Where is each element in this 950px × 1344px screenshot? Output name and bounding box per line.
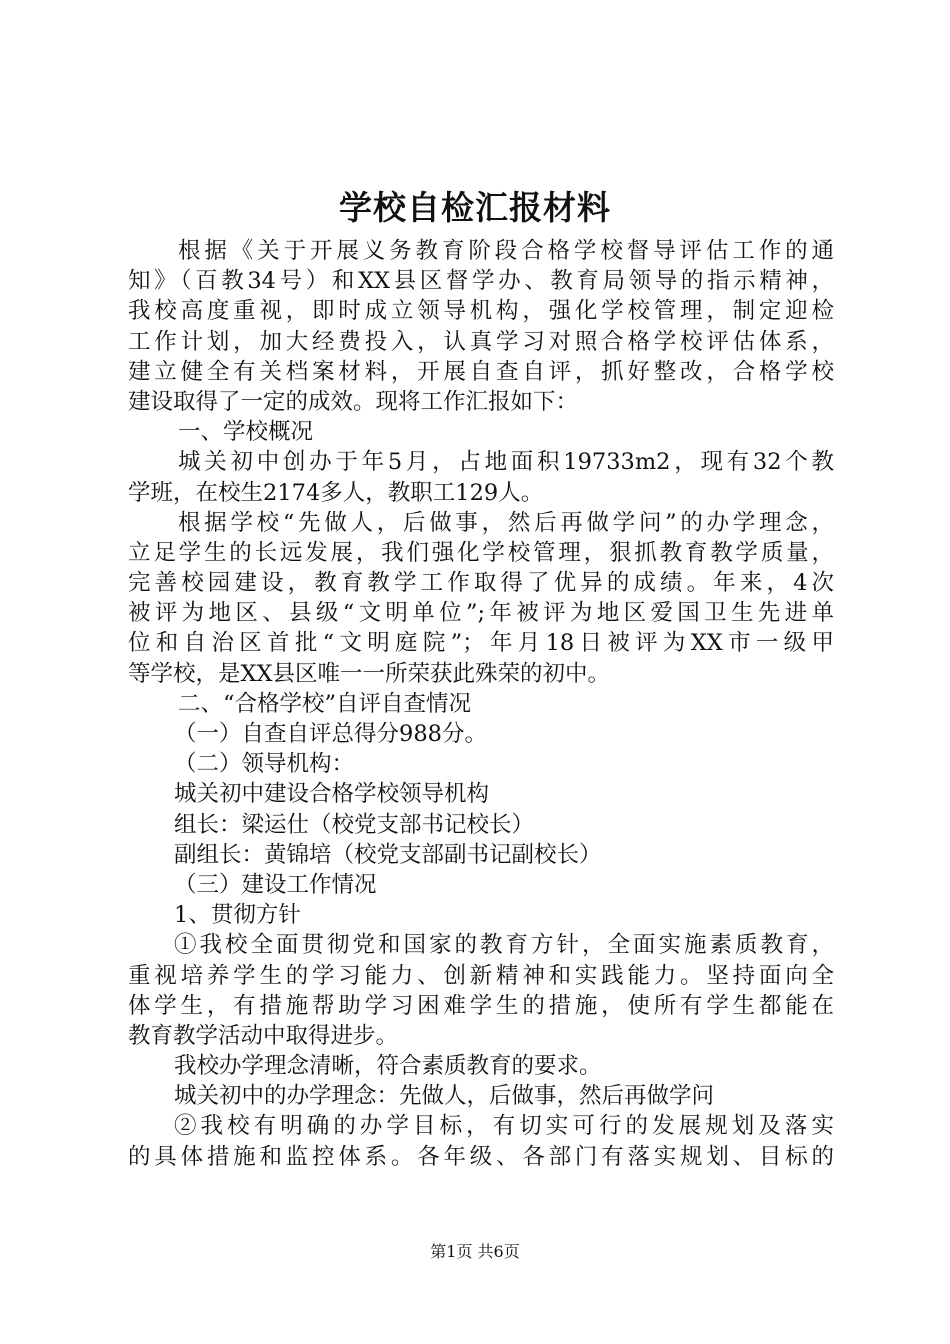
text-line: ①我校全面贯彻党和国家的教育方针，全面实施素质教育， [174,932,834,959]
text-line: 等学校，是XX县区唯一一所荣获此殊荣的初中。 [128,660,611,687]
text-line: 城关初中的办学理念：先做人，后做事，然后再做学问 [174,1083,715,1110]
text-line: 位和自治区首批“文明庭院”；年月18日被评为XX市一级甲 [128,630,834,657]
subsection-heading: （二）领导机构： [174,751,355,778]
section-heading: 一、学校概况 [178,419,314,446]
text-line: 我校高度重视，即时成立领导机构，强化学校管理，制定迎检 [128,298,834,325]
section-heading: 二、“合格学校”自评自查情况 [178,690,472,717]
text-line: 学班，在校生2174多人，教职工129人。 [128,479,544,506]
text-line: ②我校有明确的办学目标，有切实可行的发展规划及落实 [174,1113,834,1140]
text-line: 重视培养学生的学习能力、创新精神和实践能力。坚持面向全 [128,962,834,989]
text-line: 被评为地区、县级“文明单位”;年被评为地区爱国卫生先进单 [128,600,834,627]
text-line: 根据《关于开展义务教育阶段合格学校督导评估工作的通 [178,238,834,264]
text-line: 建设取得了一定的成效。现将工作汇报如下： [128,388,579,415]
text-line: 组长：梁运仕（校党支部书记校长） [174,811,535,838]
document-body [128,236,834,1172]
subsection-heading: （一）自查自评总得分988分。 [174,721,487,747]
page-footer: 第1页 共6页 [430,1242,520,1261]
document-title: 学校自检汇报材料 [339,188,611,227]
text-line: 根据学校“先做人，后做事，然后再做学问”的办学理念， [178,509,834,536]
text-line: 知》（百教34号）和XX县区督学办、教育局领导的指示精神， [128,268,834,295]
text-line: 体学生，有措施帮助学习困难学生的措施，使所有学生都能在 [128,992,834,1019]
text-line: 立足学生的长远发展，我们强化学校管理，狠抓教育教学质量， [128,539,834,566]
text-line: 的具体措施和监控体系。各年级、各部门有落实规划、目标的 [128,1143,834,1170]
text-line: 城关初中建设合格学校领导机构 [174,781,490,808]
text-line: 建立健全有关档案材料，开展自查自评，抓好整改，合格学校 [128,358,834,385]
text-line: 完善校园建设，教育教学工作取得了优异的成绩。年来，4次 [128,570,834,597]
text-line: 城关初中创办于年5月，占地面积19733m2，现有32个教 [178,449,834,476]
text-line: 副组长：黄锦培（校党支部副书记副校长） [174,841,602,868]
text-line: 工作计划，加大经费投入，认真学习对照合格学校评估体系， [128,328,834,355]
text-line: 教育教学活动中取得进步。 [128,1022,399,1049]
item-heading: 1、贯彻方针 [174,902,301,929]
subsection-heading: （三）建设工作情况 [174,871,377,898]
text-line: 我校办学理念清晰，符合素质教育的要求。 [174,1053,602,1080]
